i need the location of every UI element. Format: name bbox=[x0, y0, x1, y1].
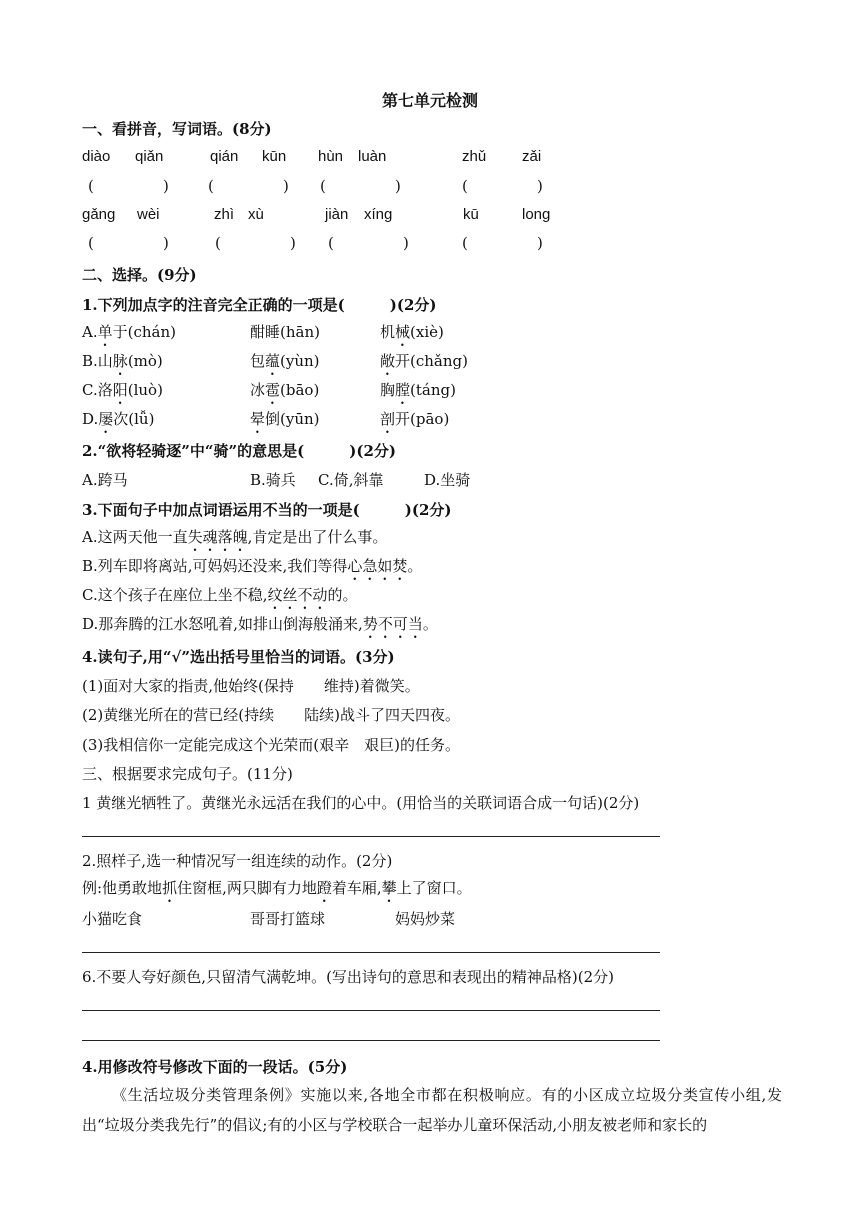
text: 酣 bbox=[250, 323, 266, 341]
option-d bbox=[82, 408, 154, 437]
answer-line bbox=[82, 1010, 660, 1011]
pinyin: long bbox=[522, 206, 551, 223]
q2-option-a: A.跨马 bbox=[82, 471, 128, 489]
bracket: ) bbox=[403, 234, 409, 252]
text: 包 bbox=[250, 352, 266, 370]
choice-2: 哥哥打篮球 bbox=[250, 910, 326, 928]
bracket: ) bbox=[163, 234, 169, 252]
bracket: ( bbox=[215, 234, 221, 252]
text: D. bbox=[82, 410, 99, 428]
bracket: ) bbox=[395, 177, 401, 195]
section4-heading: 4.用修改符号修改下面的一段话。(5分) bbox=[82, 1058, 348, 1076]
option-c-2 bbox=[250, 379, 319, 408]
q4-line-3: (3)我相信你一定能完成这个光荣而(艰辛 艰巨)的任务。 bbox=[82, 736, 460, 754]
text: 。 bbox=[407, 557, 423, 575]
dotted-char: 脉 bbox=[112, 352, 128, 370]
q3-option-a bbox=[82, 526, 387, 555]
bracket: ( bbox=[462, 177, 468, 195]
pinyin: diào bbox=[82, 148, 111, 165]
q3-option-c bbox=[82, 584, 358, 613]
question-3-1: 1 黄继光牺牲了。黄继光永远活在我们的心中。(用恰当的关联词语合成一句话)(2分) bbox=[82, 794, 640, 812]
question-2-3: 3.下面句子中加点词语运用不当的一项是( )(2分) bbox=[82, 501, 452, 519]
dotted-phrase: 心急如焚 bbox=[347, 557, 408, 575]
dotted-char: 膛 bbox=[395, 381, 411, 399]
dotted-phrase: 势不可当 bbox=[362, 615, 423, 633]
text: B.山 bbox=[82, 352, 113, 370]
dotted-char: 屡 bbox=[98, 410, 114, 428]
option-d-3 bbox=[380, 408, 449, 437]
pinyin: zhì bbox=[214, 206, 235, 223]
dotted-char: 攀 bbox=[381, 879, 397, 897]
pinyin: zhǔ bbox=[462, 148, 487, 165]
text: B.列车即将离站,可妈妈还没来,我们等得 bbox=[82, 557, 348, 575]
text: 睡(hān) bbox=[265, 323, 320, 341]
text: 的。 bbox=[327, 586, 358, 604]
text: (yùn) bbox=[280, 352, 320, 370]
text: (bāo) bbox=[280, 381, 320, 399]
dotted-char: 蹬 bbox=[316, 879, 332, 897]
q4-line-1: (1)面对大家的指责,他始终(保持 维持)着微笑。 bbox=[82, 677, 420, 695]
q4-line-2: (2)黄继光所在的营已经(持续 陆续)战斗了四天四夜。 bbox=[82, 706, 460, 724]
dotted-char: 阳 bbox=[112, 381, 128, 399]
text: ,肯定是出了什么事。 bbox=[247, 528, 388, 546]
text: (mò) bbox=[127, 352, 163, 370]
pinyin: xíng bbox=[364, 206, 393, 223]
text: C.洛 bbox=[82, 381, 113, 399]
question-3-2: 2.照样子,选一种情况写一组连续的动作。(2分) bbox=[82, 852, 393, 870]
dotted-char: 单 bbox=[97, 323, 113, 341]
section2-heading: 二、选择。(9分) bbox=[82, 266, 197, 284]
pinyin: xù bbox=[248, 206, 264, 223]
answer-line bbox=[82, 836, 660, 837]
dotted-phrase: 失魂落魄 bbox=[187, 528, 248, 546]
bracket: ( bbox=[208, 177, 214, 195]
option-b bbox=[82, 350, 163, 379]
text: 冰 bbox=[250, 381, 266, 399]
pinyin: jiàn bbox=[325, 206, 349, 223]
text: 开(chǎng) bbox=[395, 352, 468, 370]
bracket: ) bbox=[163, 177, 169, 195]
section3-heading: 三、根据要求完成句子。(11分) bbox=[82, 765, 293, 783]
q3-option-b bbox=[82, 555, 422, 584]
bracket: ( bbox=[462, 234, 468, 252]
pinyin: kūn bbox=[262, 148, 287, 165]
bracket: ) bbox=[283, 177, 289, 195]
text: 于(chán) bbox=[112, 323, 176, 341]
text: 倒(yūn) bbox=[265, 410, 320, 428]
text: 开(pāo) bbox=[395, 410, 450, 428]
option-b-3 bbox=[380, 350, 468, 379]
text: (luò) bbox=[127, 381, 163, 399]
text: 着车厢, bbox=[331, 879, 382, 897]
dotted-char: 雹 bbox=[265, 381, 281, 399]
option-a-2 bbox=[250, 321, 320, 342]
bracket: ( bbox=[88, 234, 94, 252]
bracket: ( bbox=[320, 177, 326, 195]
pinyin: luàn bbox=[358, 148, 387, 165]
text: 例:他勇敢地 bbox=[82, 879, 163, 897]
edit-paragraph: 《生活垃圾分类管理条例》实施以来,各地全市都在积极响应。有的小区成立垃圾分类宣传小组,发出“垃圾分类我先行”的倡议;有的小区与学校联合一起举办儿童环保活动,小朋友被老师和家长的 bbox=[82, 1086, 782, 1134]
text: (xiè) bbox=[410, 323, 444, 341]
dotted-char: 械 bbox=[395, 323, 411, 341]
option-d-2 bbox=[250, 408, 320, 437]
bracket: ) bbox=[537, 234, 543, 252]
q3-option-d bbox=[82, 613, 438, 642]
text: 上了窗口。 bbox=[396, 879, 472, 897]
answer-line bbox=[82, 952, 660, 953]
pinyin: kū bbox=[463, 206, 479, 223]
page-title: 第七单元检测 bbox=[381, 91, 478, 110]
dotted-char: 剖 bbox=[380, 410, 396, 428]
question-2-4: 4.读句子,用“√”选出括号里恰当的词语。(3分) bbox=[82, 648, 395, 666]
bracket: ( bbox=[328, 234, 334, 252]
option-b-2 bbox=[250, 350, 320, 379]
q2-option-c: C.倚,斜靠 bbox=[318, 471, 384, 489]
text: D.那奔腾的江水怒吼着,如排山倒海般涌来, bbox=[82, 615, 363, 633]
question-3-6: 6.不要人夸好颜色,只留清气满乾坤。(写出诗句的意思和表现出的精神品格)(2分) bbox=[82, 968, 615, 986]
dotted-phrase: 纹丝不动 bbox=[267, 586, 328, 604]
text: C.这个孩子在座位上坐不稳, bbox=[82, 586, 268, 604]
dotted-char: 敞 bbox=[380, 352, 396, 370]
bracket: ( bbox=[88, 177, 94, 195]
section1-heading: 一、看拼音，写词语。(8分) bbox=[82, 120, 272, 138]
q2-option-b: B.骑兵 bbox=[250, 471, 296, 489]
choice-1: 小猫吃食 bbox=[82, 910, 143, 928]
answer-line bbox=[82, 1040, 660, 1041]
pinyin: qiǎn bbox=[135, 148, 164, 165]
text: (táng) bbox=[410, 381, 456, 399]
dotted-char: 抓 bbox=[162, 879, 178, 897]
text: 住窗框,两只脚有力地 bbox=[177, 879, 317, 897]
q2-option-d: D.坐骑 bbox=[424, 471, 471, 489]
choice-3: 妈妈炒菜 bbox=[395, 910, 456, 928]
dotted-char: 蕴 bbox=[265, 352, 281, 370]
text: 。 bbox=[422, 615, 438, 633]
pinyin: gǎng bbox=[82, 206, 116, 223]
question-2-1: 1.下列加点字的注音完全正确的一项是( )(2分) bbox=[82, 296, 437, 314]
bracket: ) bbox=[537, 177, 543, 195]
text: 机 bbox=[380, 323, 396, 341]
text: A.这两天他一直 bbox=[82, 528, 188, 546]
bracket: ) bbox=[290, 234, 296, 252]
dotted-char: 晕 bbox=[250, 410, 266, 428]
question-2-2: 2.“欲将轻骑逐”中“骑”的意思是( )(2分) bbox=[82, 442, 396, 460]
text: 胸 bbox=[380, 381, 396, 399]
pinyin: zǎi bbox=[522, 148, 542, 165]
example-sentence bbox=[82, 877, 472, 906]
pinyin: qián bbox=[210, 148, 239, 165]
text: A. bbox=[82, 323, 98, 341]
option-c bbox=[82, 379, 163, 408]
text: 次(lǚ) bbox=[113, 410, 155, 428]
pinyin: hùn bbox=[318, 148, 344, 165]
option-c-3 bbox=[380, 379, 456, 408]
option-a-3 bbox=[380, 321, 444, 350]
option-a bbox=[82, 321, 176, 350]
pinyin: wèi bbox=[137, 206, 160, 223]
